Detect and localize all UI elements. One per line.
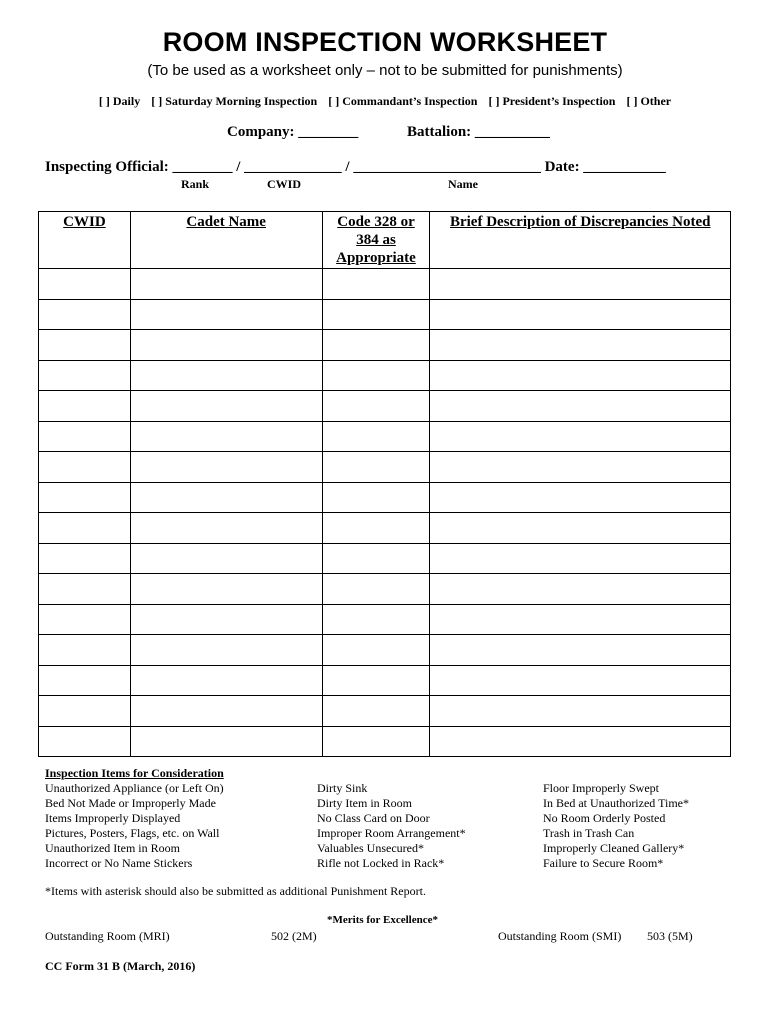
code-cell[interactable] bbox=[322, 635, 430, 666]
inspection-type-options bbox=[0, 94, 770, 109]
list-item: Items Improperly Displayed bbox=[45, 811, 181, 825]
list-item: Valuables Unsecured* bbox=[317, 841, 424, 855]
list-item: Pictures, Posters, Flags, etc. on Wall bbox=[45, 826, 220, 840]
list-item: Dirty Item in Room bbox=[317, 796, 412, 810]
cwid-cell[interactable] bbox=[39, 452, 131, 483]
code-cell[interactable] bbox=[322, 421, 430, 452]
description-cell[interactable] bbox=[430, 482, 731, 513]
page-subtitle: (To be used as a worksheet only – not to be submitted for punishments) bbox=[147, 62, 623, 79]
cwid-cell[interactable] bbox=[39, 269, 131, 300]
description-cell[interactable] bbox=[430, 421, 731, 452]
cadet-name-cell[interactable] bbox=[130, 726, 322, 757]
inspection-items-heading: Inspection Items for Consideration bbox=[45, 766, 224, 780]
outstanding-room-mri-label: Outstanding Room (MRI) bbox=[45, 929, 170, 943]
company-field[interactable]: Company: ________ bbox=[227, 124, 359, 140]
cadet-name-cell[interactable] bbox=[130, 360, 322, 391]
code-cell[interactable] bbox=[322, 726, 430, 757]
cwid-cell[interactable] bbox=[39, 391, 131, 422]
table-header-row bbox=[39, 212, 731, 269]
page-title: ROOM INSPECTION WORKSHEET bbox=[162, 27, 608, 57]
code-cell[interactable] bbox=[322, 269, 430, 300]
table-row bbox=[39, 696, 731, 727]
table-row bbox=[39, 391, 731, 422]
description-cell[interactable] bbox=[430, 665, 731, 696]
code-cell[interactable] bbox=[322, 665, 430, 696]
cwid-cell[interactable] bbox=[39, 696, 131, 727]
cwid-cell[interactable] bbox=[39, 421, 131, 452]
cadet-name-cell[interactable] bbox=[130, 482, 322, 513]
list-item: Improper Room Arrangement* bbox=[317, 826, 466, 840]
description-cell[interactable] bbox=[430, 604, 731, 635]
table-row bbox=[39, 513, 731, 544]
option-commandants[interactable]: [ ] Commandant’s Inspection bbox=[328, 94, 478, 108]
table-row bbox=[39, 269, 731, 300]
table-row bbox=[39, 665, 731, 696]
header-cadet-name: Cadet Name bbox=[130, 212, 322, 269]
list-item: Unauthorized Appliance (or Left On) bbox=[45, 781, 224, 795]
table-row bbox=[39, 360, 731, 391]
description-cell[interactable] bbox=[430, 574, 731, 605]
table-row bbox=[39, 299, 731, 330]
cadet-name-cell[interactable] bbox=[130, 604, 322, 635]
option-other[interactable]: [ ] Other bbox=[626, 94, 672, 108]
form-identifier: CC Form 31 B (March, 2016) bbox=[45, 959, 196, 973]
cadet-name-cell[interactable] bbox=[130, 330, 322, 361]
battalion-field[interactable]: Battalion: __________ bbox=[407, 124, 550, 140]
inspection-items-col3 bbox=[543, 781, 689, 871]
inspection-items-col2 bbox=[317, 781, 466, 871]
table-row bbox=[39, 635, 731, 666]
cwid-cell[interactable] bbox=[39, 513, 131, 544]
description-cell[interactable] bbox=[430, 726, 731, 757]
table-row bbox=[39, 330, 731, 361]
table-row bbox=[39, 543, 731, 574]
cwid-cell[interactable] bbox=[39, 635, 131, 666]
name-sublabel: Name bbox=[448, 177, 478, 191]
list-item: No Class Card on Door bbox=[317, 811, 430, 825]
code-cell[interactable] bbox=[322, 330, 430, 361]
list-item: Trash in Trash Can bbox=[543, 826, 635, 840]
cadet-name-cell[interactable] bbox=[130, 452, 322, 483]
cwid-cell[interactable] bbox=[39, 299, 131, 330]
cadet-name-cell[interactable] bbox=[130, 421, 322, 452]
inspecting-official-field[interactable]: Inspecting Official: ________ / _____________ / _________________________ Date: ___________ bbox=[45, 159, 666, 175]
table-body bbox=[39, 269, 731, 757]
rank-sublabel: Rank bbox=[181, 177, 210, 191]
code-cell[interactable] bbox=[322, 604, 430, 635]
header-description: Brief Description of Discrepancies Noted bbox=[430, 212, 731, 269]
cwid-cell[interactable] bbox=[39, 360, 131, 391]
cadet-name-cell[interactable] bbox=[130, 574, 322, 605]
code-cell[interactable] bbox=[322, 543, 430, 574]
discrepancy-table bbox=[38, 211, 731, 757]
outstanding-room-smi-label: Outstanding Room (SMI) bbox=[498, 929, 622, 943]
cadet-name-cell[interactable] bbox=[130, 391, 322, 422]
cadet-name-cell[interactable] bbox=[130, 696, 322, 727]
cadet-name-cell[interactable] bbox=[130, 665, 322, 696]
description-cell[interactable] bbox=[430, 696, 731, 727]
cwid-cell[interactable] bbox=[39, 665, 131, 696]
list-item: In Bed at Unauthorized Time* bbox=[543, 796, 689, 810]
description-cell[interactable] bbox=[430, 330, 731, 361]
code-cell[interactable] bbox=[322, 452, 430, 483]
table-row bbox=[39, 726, 731, 757]
list-item: Floor Improperly Swept bbox=[543, 781, 659, 795]
list-item: Improperly Cleaned Gallery* bbox=[543, 841, 685, 855]
table-row bbox=[39, 452, 731, 483]
list-item: Bed Not Made or Improperly Made bbox=[45, 796, 216, 810]
description-cell[interactable] bbox=[430, 513, 731, 544]
cadet-name-cell[interactable] bbox=[130, 299, 322, 330]
asterisk-note: *Items with asterisk should also be submitted as additional Punishment Report. bbox=[45, 884, 426, 898]
cadet-name-cell[interactable] bbox=[130, 635, 322, 666]
outstanding-room-smi-value: 503 (5M) bbox=[647, 929, 693, 943]
header-cwid: CWID bbox=[39, 212, 131, 269]
code-cell[interactable] bbox=[322, 360, 430, 391]
header-code: Code 328 or 384 as Appropriate bbox=[322, 212, 430, 269]
description-cell[interactable] bbox=[430, 452, 731, 483]
list-item: Rifle not Locked in Rack* bbox=[317, 856, 445, 870]
list-item: Dirty Sink bbox=[317, 781, 368, 795]
cadet-name-cell[interactable] bbox=[130, 269, 322, 300]
table-row bbox=[39, 574, 731, 605]
list-item: Incorrect or No Name Stickers bbox=[45, 856, 193, 870]
option-presidents[interactable]: [ ] President’s Inspection bbox=[488, 94, 616, 108]
code-cell[interactable] bbox=[322, 696, 430, 727]
table-row bbox=[39, 482, 731, 513]
cwid-cell[interactable] bbox=[39, 543, 131, 574]
code-cell[interactable] bbox=[322, 299, 430, 330]
description-cell[interactable] bbox=[430, 391, 731, 422]
cwid-cell[interactable] bbox=[39, 574, 131, 605]
cwid-cell[interactable] bbox=[39, 482, 131, 513]
description-cell[interactable] bbox=[430, 635, 731, 666]
code-cell[interactable] bbox=[322, 513, 430, 544]
option-daily[interactable]: [ ] Daily bbox=[98, 94, 141, 108]
code-cell[interactable] bbox=[322, 482, 430, 513]
cwid-cell[interactable] bbox=[39, 726, 131, 757]
list-item: No Room Orderly Posted bbox=[543, 811, 666, 825]
description-cell[interactable] bbox=[430, 299, 731, 330]
cwid-cell[interactable] bbox=[39, 330, 131, 361]
cadet-name-cell[interactable] bbox=[130, 543, 322, 574]
table-row bbox=[39, 421, 731, 452]
cwid-cell[interactable] bbox=[39, 604, 131, 635]
option-saturday-morning[interactable]: [ ] Saturday Morning Inspection bbox=[151, 94, 318, 108]
cadet-name-cell[interactable] bbox=[130, 513, 322, 544]
code-cell[interactable] bbox=[322, 391, 430, 422]
merits-heading: *Merits for Excellence* bbox=[327, 914, 438, 926]
outstanding-room-mri-value: 502 (2M) bbox=[271, 929, 317, 943]
table-row bbox=[39, 604, 731, 635]
list-item: Unauthorized Item in Room bbox=[45, 841, 180, 855]
description-cell[interactable] bbox=[430, 360, 731, 391]
description-cell[interactable] bbox=[430, 543, 731, 574]
inspection-items-col1 bbox=[45, 766, 224, 871]
list-item: Failure to Secure Room* bbox=[543, 856, 664, 870]
cwid-sublabel: CWID bbox=[267, 177, 302, 191]
description-cell[interactable] bbox=[430, 269, 731, 300]
code-cell[interactable] bbox=[322, 574, 430, 605]
